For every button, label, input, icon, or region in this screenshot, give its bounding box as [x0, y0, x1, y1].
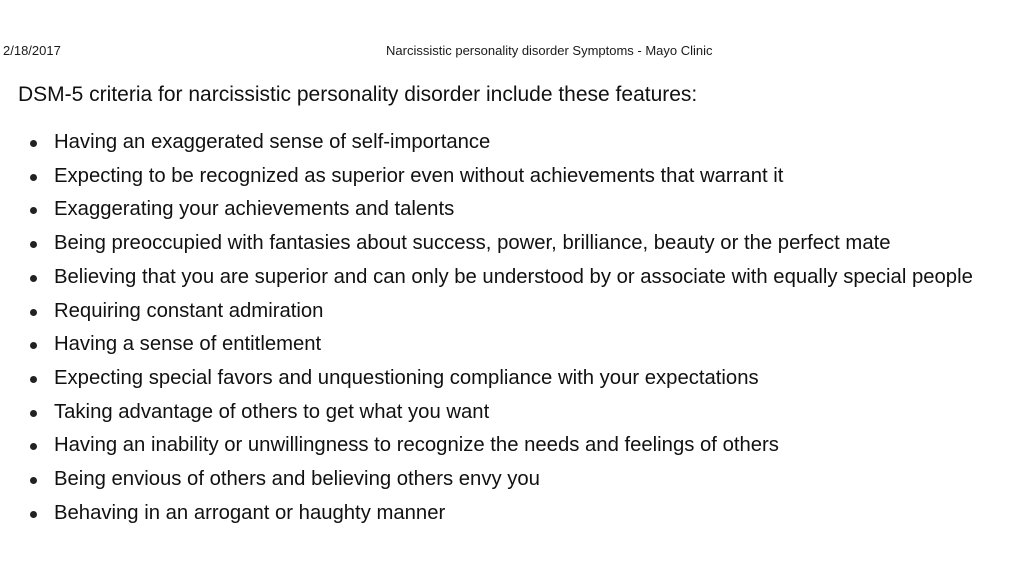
criteria-intro: DSM-5 criteria for narcissistic personality disorder include these features:	[18, 83, 698, 106]
bullet-icon	[30, 275, 37, 282]
list-item	[0, 261, 1012, 295]
list-item	[0, 396, 1020, 430]
list-item-text: Exaggerating your achievements and talents	[54, 198, 455, 221]
list-item	[0, 429, 1020, 463]
list-item-text: Being envious of others and believing others envy you	[54, 468, 540, 491]
bullet-icon	[30, 511, 37, 518]
bullet-icon	[30, 376, 37, 383]
list-item-text: Expecting special favors and unquestioning compliance with your expectations	[54, 366, 759, 389]
list-item	[0, 193, 1020, 227]
list-item-text: Expecting to be recognized as superior even without achievements that warrant it	[54, 164, 784, 187]
list-item	[0, 160, 1020, 194]
bullet-icon	[30, 140, 37, 147]
bullet-icon	[30, 342, 37, 349]
bullet-icon	[30, 410, 37, 417]
criteria-list	[0, 126, 1020, 530]
bullet-icon	[30, 477, 37, 484]
list-item-text: Believing that you are superior and can only be understood by or associate with equally special people	[54, 265, 973, 288]
list-item	[0, 328, 1020, 362]
bullet-icon	[30, 241, 37, 248]
list-item	[0, 497, 1020, 531]
list-item	[0, 463, 1020, 497]
list-item-text: Requiring constant admiration	[54, 299, 324, 322]
list-item-text: Having a sense of entitlement	[54, 333, 322, 356]
list-item	[0, 362, 1020, 396]
print-header	[3, 43, 1013, 59]
list-item	[0, 126, 1020, 160]
bullet-icon	[30, 207, 37, 214]
list-item-text: Having an inability or unwillingness to recognize the needs and feelings of others	[54, 434, 779, 457]
list-item	[0, 227, 1020, 261]
list-item-text: Having an exaggerated sense of self-importance	[54, 131, 491, 153]
list-item	[0, 295, 1020, 329]
bullet-icon	[30, 309, 37, 316]
bullet-icon	[30, 174, 37, 181]
list-item-text: Behaving in an arrogant or haughty manner	[54, 501, 446, 524]
print-date: 2/18/2017	[3, 43, 61, 58]
list-item-text: Taking advantage of others to get what you want	[54, 400, 490, 423]
bullet-icon	[30, 443, 37, 450]
list-item-text: Being preoccupied with fantasies about success, power, brilliance, beauty or the perfect mate	[54, 232, 891, 255]
print-page-title: Narcissistic personality disorder Symptoms - Mayo Clinic	[386, 43, 713, 58]
